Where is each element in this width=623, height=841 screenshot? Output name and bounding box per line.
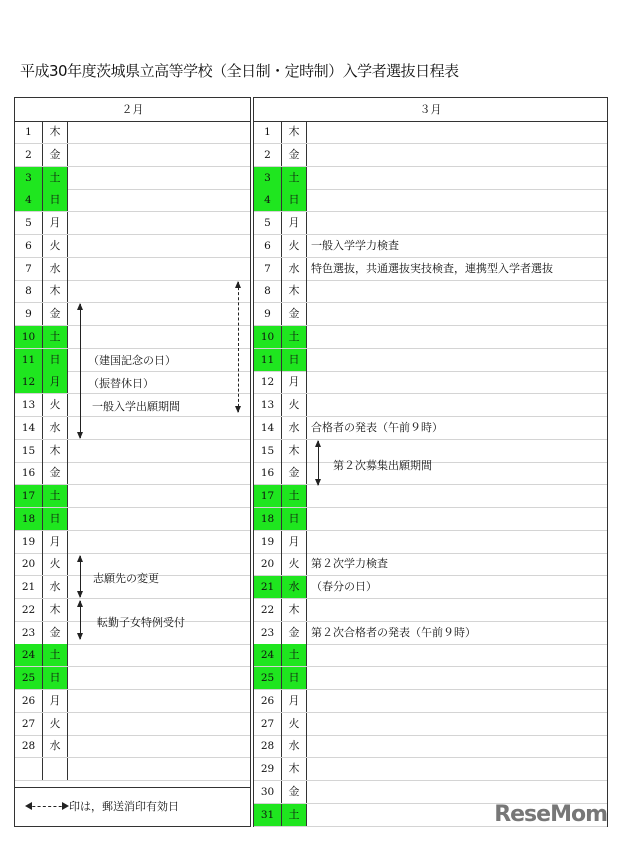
weekday <box>42 758 68 780</box>
weekday: 土 <box>281 804 307 826</box>
weekday: 水 <box>281 735 307 757</box>
march-day-row <box>254 553 607 576</box>
page-title: 平成30年度茨城県立高等学校（全日制・定時制）入学者選抜日程表 <box>20 62 459 80</box>
weekday: 月 <box>42 371 68 393</box>
march-day-row <box>254 508 607 531</box>
february-header: ２月 <box>15 98 250 122</box>
february-day-row <box>15 644 250 667</box>
general-application-label: 一般入学出願期間 <box>92 400 180 413</box>
weekday: 火 <box>281 394 307 416</box>
february-day-row <box>15 235 250 258</box>
day-number: 15 <box>260 444 275 457</box>
day-number: 8 <box>25 285 32 298</box>
weekday: 火 <box>42 235 68 257</box>
march-day-row <box>254 622 607 645</box>
february-day-row <box>15 667 250 690</box>
day-number: 22 <box>260 603 275 616</box>
weekday: 月 <box>281 531 307 553</box>
weekday: 木 <box>281 599 307 621</box>
day-number: 16 <box>21 467 36 480</box>
day-number: 18 <box>254 508 281 530</box>
weekday: 日 <box>281 667 307 689</box>
march-day-row <box>254 121 607 144</box>
day-number: 9 <box>264 308 271 320</box>
weekday: 日 <box>42 349 68 371</box>
weekday: 金 <box>281 144 307 166</box>
march-day-row <box>254 690 607 713</box>
day-number: 17 <box>254 485 281 507</box>
march-day-row <box>254 417 607 440</box>
day-number: 10 <box>15 326 42 348</box>
day-number: 29 <box>260 763 275 775</box>
day-number: 13 <box>260 399 275 411</box>
weekday: 火 <box>281 713 307 735</box>
weekday: 水 <box>42 258 68 280</box>
weekday: 日 <box>281 508 307 530</box>
second-application-arrow-icon <box>318 441 319 485</box>
weekday: 金 <box>42 303 68 325</box>
february-day-row <box>15 531 250 554</box>
february-day-row <box>15 121 250 144</box>
weekday: 土 <box>42 167 68 189</box>
weekday: 水 <box>281 576 307 598</box>
day-number: 20 <box>260 558 275 571</box>
day-number: 21 <box>21 581 36 593</box>
march-day-row <box>254 349 607 372</box>
february-day-row <box>15 758 250 781</box>
day-number: 24 <box>254 644 281 666</box>
weekday: 木 <box>281 280 307 302</box>
february-day-row <box>15 303 250 326</box>
march-day-row <box>254 758 607 781</box>
march-day-row <box>254 576 607 599</box>
day-number: 4 <box>15 189 42 211</box>
february-day-row <box>15 440 250 463</box>
day-number: 31 <box>254 804 281 826</box>
march-day-row <box>254 235 607 258</box>
march-day-row <box>254 599 607 622</box>
weekday: 木 <box>281 440 307 462</box>
day-number: 17 <box>15 485 42 507</box>
march-day-row <box>254 303 607 326</box>
weekday: 日 <box>42 667 68 689</box>
weekday: 日 <box>42 508 68 530</box>
weekday: 日 <box>281 189 307 211</box>
day-number: 19 <box>260 535 275 548</box>
weekday: 金 <box>42 144 68 166</box>
march-header: ３月 <box>254 98 607 122</box>
day-number: 3 <box>15 167 42 189</box>
february-day-row <box>15 212 250 235</box>
march-day-row <box>254 258 607 281</box>
february-day-row <box>15 280 250 303</box>
day-number: 13 <box>21 399 36 411</box>
day-number: 6 <box>264 239 271 252</box>
day-number: 23 <box>260 626 275 639</box>
change-choice-arrow-icon <box>80 556 81 597</box>
march-day-row <box>254 167 607 190</box>
day-number: 11 <box>15 349 42 371</box>
march-day-row <box>254 394 607 417</box>
weekday: 金 <box>281 303 307 325</box>
march-day-row <box>254 280 607 303</box>
weekday: 月 <box>42 690 68 712</box>
transfer-special-arrow-icon <box>80 601 81 639</box>
event-text: 一般入学学力検査 <box>311 238 399 252</box>
weekday: 水 <box>42 576 68 598</box>
march-day-row <box>254 189 607 212</box>
weekday: 月 <box>281 371 307 393</box>
february-table <box>14 97 251 827</box>
day-number: 22 <box>21 603 36 616</box>
weekday: 土 <box>281 485 307 507</box>
weekday: 木 <box>42 121 68 143</box>
day-number: 5 <box>264 217 271 229</box>
postmark-valid-arrow-icon <box>238 282 239 412</box>
day-number: 27 <box>21 717 36 730</box>
day-number: 7 <box>25 262 32 275</box>
day-number: 3 <box>254 167 281 189</box>
legend <box>15 787 250 826</box>
march-day-row <box>254 326 607 349</box>
day-number: 10 <box>254 326 281 348</box>
application-period-arrow-icon <box>80 304 81 438</box>
weekday: 月 <box>42 212 68 234</box>
weekday: 日 <box>42 189 68 211</box>
day-number: 23 <box>21 626 36 639</box>
resemom-logo: ReseMom <box>494 802 607 827</box>
day-number: 1 <box>264 126 271 138</box>
day-number: 9 <box>25 308 32 320</box>
day-number: 14 <box>260 421 275 434</box>
february-day-row <box>15 417 250 440</box>
day-number: 25 <box>254 667 281 689</box>
day-number: 11 <box>254 349 281 371</box>
weekday: 土 <box>281 326 307 348</box>
weekday: 火 <box>281 553 307 575</box>
day-number <box>15 758 42 780</box>
weekday: 火 <box>281 235 307 257</box>
event-text: （春分の日） <box>311 580 377 593</box>
weekday: 土 <box>281 644 307 666</box>
day-number: 26 <box>260 694 275 707</box>
day-number: 21 <box>254 576 281 598</box>
march-day-row <box>254 713 607 736</box>
march-day-row <box>254 531 607 554</box>
day-number: 18 <box>15 508 42 530</box>
weekday: 金 <box>281 462 307 484</box>
weekday: 土 <box>42 644 68 666</box>
weekday: 土 <box>281 167 307 189</box>
weekday: 金 <box>281 781 307 803</box>
day-number: 12 <box>260 376 275 389</box>
march-day-row <box>254 212 607 235</box>
day-number: 16 <box>260 467 275 480</box>
march-day-row <box>254 667 607 690</box>
day-number: 5 <box>25 217 32 229</box>
day-number: 25 <box>15 667 42 689</box>
weekday: 月 <box>281 690 307 712</box>
weekday: 火 <box>42 394 68 416</box>
day-number: 19 <box>21 535 36 548</box>
weekday: 水 <box>281 258 307 280</box>
february-day-row <box>15 462 250 485</box>
event-text: 特色選抜，共通選抜実技検査，連携型入学者選抜 <box>311 261 553 275</box>
weekday: 水 <box>42 417 68 439</box>
day-number: 24 <box>15 644 42 666</box>
weekday: 木 <box>42 280 68 302</box>
weekday: 木 <box>42 440 68 462</box>
day-number: 6 <box>25 239 32 252</box>
day-number: 14 <box>21 421 36 434</box>
event-text: 第２次学力検査 <box>311 557 388 571</box>
weekday: 木 <box>281 758 307 780</box>
dashed-arrow-legend-icon <box>27 806 67 808</box>
day-number: 27 <box>260 717 275 730</box>
march-day-row <box>254 144 607 167</box>
furikae-label: （振替休日） <box>88 377 154 390</box>
weekday: 木 <box>42 599 68 621</box>
february-day-row <box>15 690 250 713</box>
day-number: 28 <box>21 740 36 753</box>
weekday: 金 <box>42 622 68 644</box>
weekday: 火 <box>42 713 68 735</box>
february-day-row <box>15 508 250 531</box>
weekday: 土 <box>42 326 68 348</box>
day-number: 30 <box>260 785 275 798</box>
february-day-row <box>15 326 250 349</box>
february-day-row <box>15 167 250 190</box>
weekday: 日 <box>281 349 307 371</box>
february-day-row <box>15 713 250 736</box>
day-number: 4 <box>254 189 281 211</box>
second-application-label: 第２次募集出願期間 <box>333 459 432 472</box>
day-number: 15 <box>21 444 36 457</box>
weekday: 月 <box>281 212 307 234</box>
march-day-row <box>254 371 607 394</box>
change-choice-label: 志願先の変更 <box>93 572 159 585</box>
weekday: 月 <box>42 531 68 553</box>
day-number: 26 <box>21 694 36 707</box>
weekday: 水 <box>281 417 307 439</box>
march-day-row <box>254 735 607 758</box>
day-number: 12 <box>15 371 42 393</box>
weekday: 金 <box>42 462 68 484</box>
day-number: 8 <box>264 285 271 298</box>
weekday: 土 <box>42 485 68 507</box>
event-text: 第２次合格者の発表（午前９時） <box>311 625 476 639</box>
day-number: 20 <box>21 558 36 571</box>
march-day-row <box>254 644 607 667</box>
day-number: 7 <box>264 262 271 275</box>
weekday: 火 <box>42 553 68 575</box>
february-day-row <box>15 189 250 212</box>
february-day-row <box>15 735 250 758</box>
february-day-row <box>15 485 250 508</box>
event-text: 合格者の発表（午前９時） <box>311 420 443 434</box>
day-number: 2 <box>264 148 271 161</box>
march-day-row <box>254 781 607 804</box>
weekday: 木 <box>281 121 307 143</box>
day-number: 1 <box>25 126 32 138</box>
february-day-row <box>15 144 250 167</box>
day-number: 2 <box>25 148 32 161</box>
weekday: 金 <box>281 622 307 644</box>
kenkoku-label: （建国記念の日） <box>88 354 176 367</box>
day-number: 28 <box>260 740 275 753</box>
february-day-row <box>15 258 250 281</box>
legend-text: 印は，郵送消印有効日 <box>69 800 179 813</box>
transfer-special-label: 転勤子女特例受付 <box>97 616 185 629</box>
march-day-row <box>254 485 607 508</box>
weekday: 水 <box>42 735 68 757</box>
